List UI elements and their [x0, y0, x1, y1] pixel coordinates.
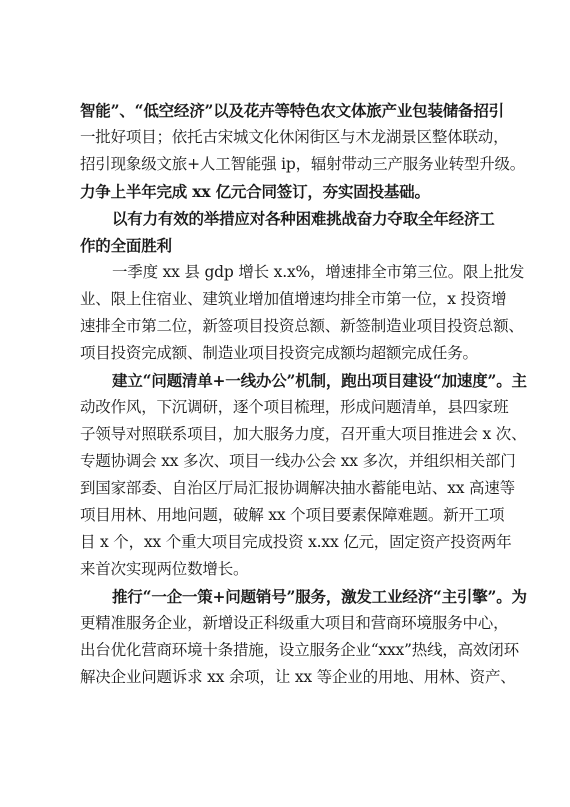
paragraph-line: 目 x 个，xx 个重大项目完成投资 x.xx 亿元，固定资产投资两年: [80, 533, 512, 551]
paragraph-line: 动改作风，下沉调研，逐个项目梳理，形成问题清单，县四家班: [80, 398, 509, 416]
document-body: [80, 97, 527, 691]
section-heading-line: 以有力有效的举措应对各种困难挑战奋力夺取全年经济工: [112, 209, 495, 228]
paragraph-line: 一批好项目；依托古宋城文化休闲街区与木龙湖景区整体联动，: [80, 128, 509, 146]
paragraph-line: 速排全市第二位，新签项目投资总额、新签制造业项目投资总额、: [80, 317, 524, 335]
paragraph-line: 专题协调会 xx 多次、项目一线办公会 xx 多次，并组织相关部门: [80, 452, 516, 470]
paragraph-line: 智能”、“低空经济”以及花卉等特色农文体旅产业包装储备招引: [80, 101, 504, 120]
paragraph-line: 业、限上住宿业、建筑业增加值增速均排全市第一位，x 投资增: [80, 290, 507, 308]
paragraph-line: 出台优化营商环境十条措施，设立服务企业“xxx”热线，高效闭环: [80, 641, 519, 659]
paragraph-line: 一季度 xx 县 gdp 增长 x.x%，增速排全市第三位。限上批发: [112, 263, 525, 281]
paragraph-line: 到国家部委、自治区厅局汇报协调解决抽水蓄能电站、xx 高速等: [80, 479, 515, 497]
paragraph-line: 推行“一企一策+问题销号”服务，激发工业经济“主引擎”。为: [112, 587, 527, 606]
paragraph-line: 来首次实现两位数增长。: [80, 560, 249, 578]
paragraph-line: 更精准服务企业，新增设正科级重大项目和营商环境服务中心，: [80, 614, 509, 632]
paragraph-line: 子领导对照联系项目，加大服务力度，召开重大项目推进会 x 次、: [80, 425, 527, 443]
paragraph-line: 解决企业问题诉求 xx 余项，让 xx 等企业的用地、用林、资产、: [80, 668, 516, 686]
paragraph-line: 建立“问题清单+一线办公”机制，跑出项目建设“加速度”。主: [112, 371, 527, 390]
paragraph-line: 项目用林、用地问题，破解 xx 个项目要素保障难题。新开工项: [80, 506, 505, 524]
paragraph-line: 力争上半年完成 xx 亿元合同签订，夯实固投基础。: [80, 182, 430, 201]
section-heading-line: 作的全面胜利: [80, 236, 172, 255]
paragraph-line: 项目投资完成额、制造业项目投资完成额均超额完成任务。: [80, 344, 478, 362]
paragraph-line: 招引现象级文旅+人工智能强 ip，辐射带动三产服务业转型升级。: [80, 155, 526, 173]
